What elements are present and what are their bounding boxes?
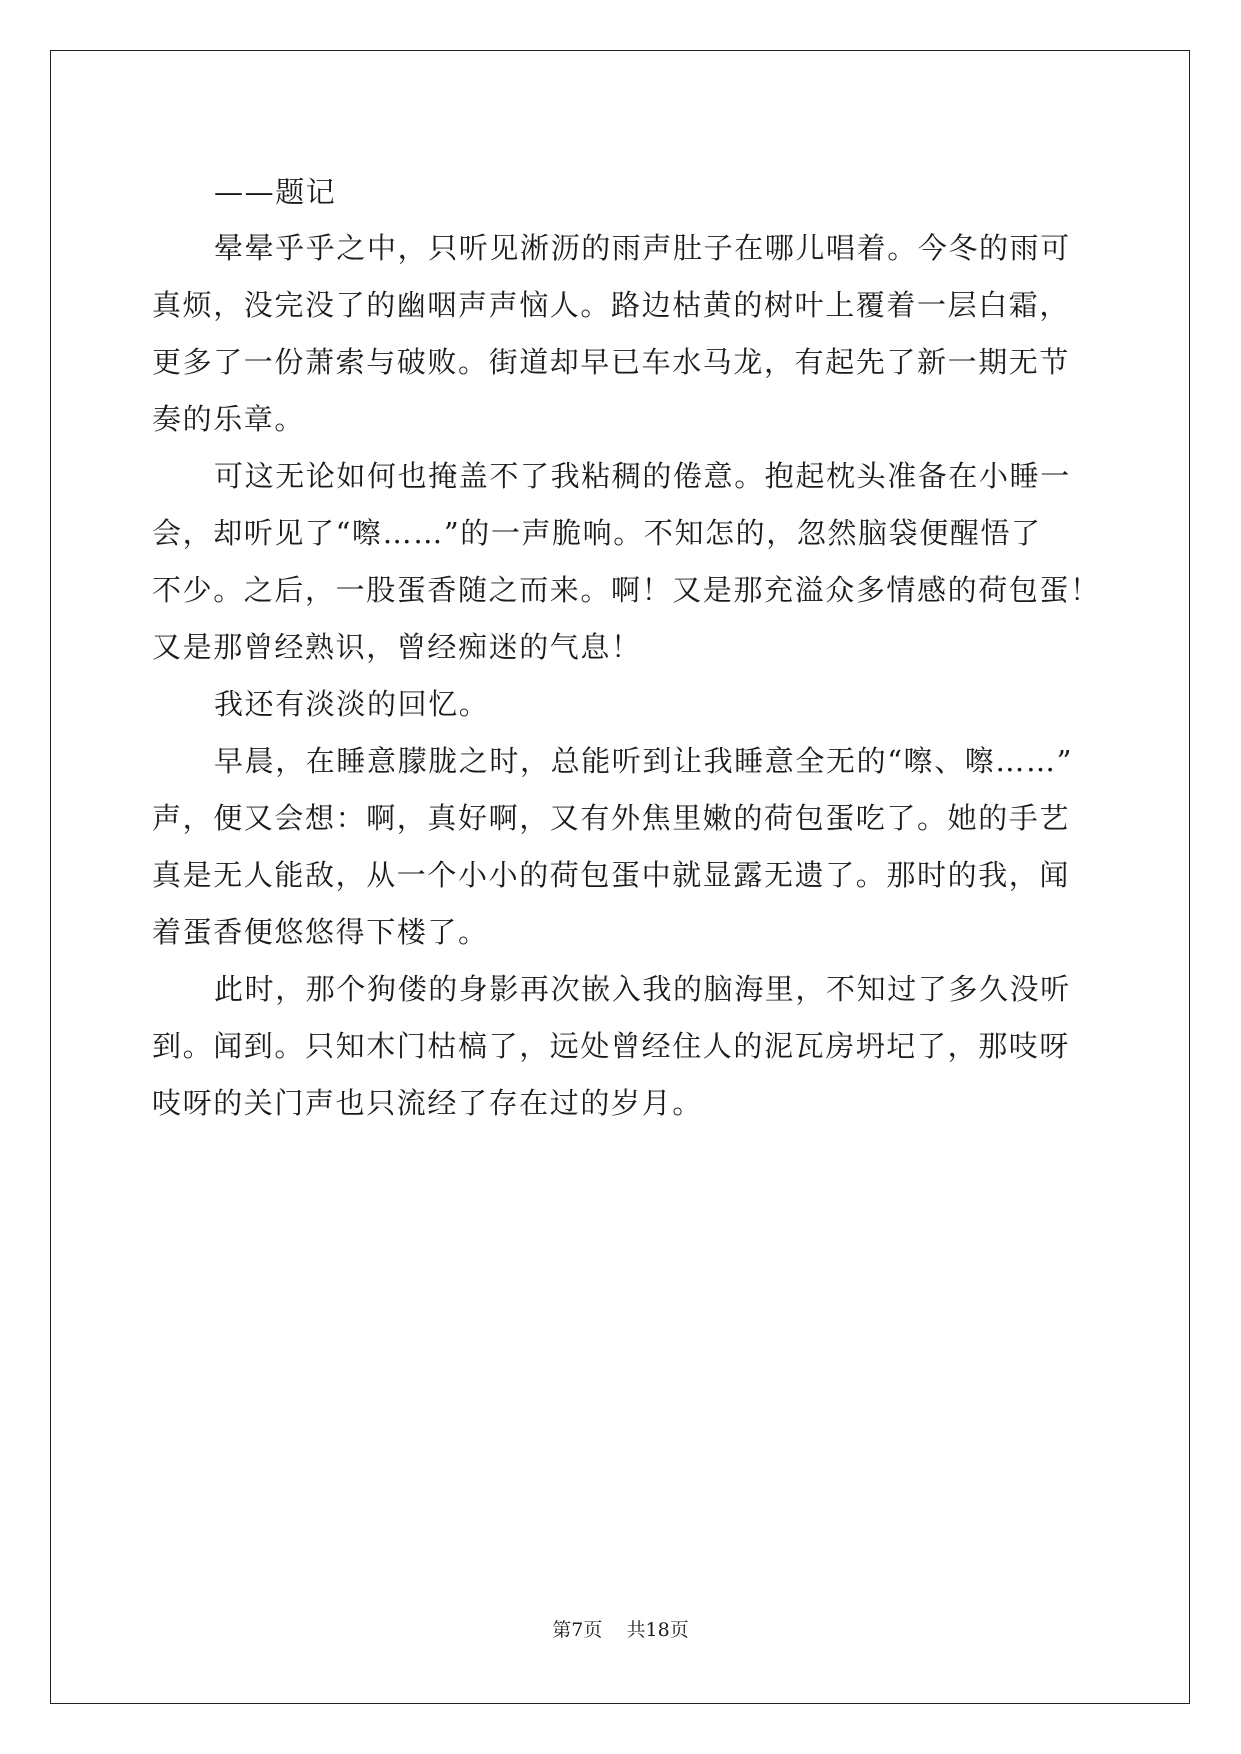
paragraph-3-line-1: 我还有淡淡的回忆。 xyxy=(214,687,490,721)
paragraph-5-line-3: 吱呀的关门声也只流经了存在过的岁月。 xyxy=(152,1086,703,1120)
paragraph-2-line-4: 又是那曾经熟识，曾经痴迷的气息！ xyxy=(152,630,642,664)
paragraph-1-line-2: 真烦，没完没了的幽咽声声恼人。路边枯黄的树叶上覆着一层白霜， xyxy=(152,288,1071,322)
paragraph-4-line-3: 真是无人能敌，从一个小小的荷包蛋中就显露无遗了。那时的我，闻 xyxy=(152,858,1071,892)
paragraph-4-line-4: 着蛋香便悠悠得下楼了。 xyxy=(152,915,489,949)
paragraph-2-line-2: 会，却听见了“嚓……”的一声脆响。不知怎的，忽然脑袋便醒悟了 xyxy=(152,516,1042,550)
paragraph-2-line-3: 不少。之后，一股蛋香随之而来。啊！又是那充溢众多情感的荷包蛋！ xyxy=(152,573,1101,607)
paragraph-4-line-1: 早晨，在睡意朦胧之时，总能听到让我睡意全无的“嚓、嚓……” xyxy=(214,744,1074,778)
paragraph-2-line-1: 可这无论如何也掩盖不了我粘稠的倦意。抱起枕头准备在小睡一 xyxy=(214,459,1071,493)
paragraph-4-line-2: 声，便又会想：啊，真好啊，又有外焦里嫩的荷包蛋吃了。她的手艺 xyxy=(152,801,1071,835)
paragraph-5-line-2: 到。闻到。只知木门枯槁了，远处曾经住人的泥瓦房坍圮了，那吱呀 xyxy=(152,1029,1071,1063)
paragraph-1-line-3: 更多了一份萧索与破败。街道却早已车水马龙，有起先了新一期无节 xyxy=(152,345,1071,379)
epigraph-line: ——题记 xyxy=(214,175,337,209)
paragraph-5-line-1: 此时，那个狗偻的身影再次嵌入我的脑海里，不知过了多久没听 xyxy=(214,972,1071,1006)
paragraph-1-line-1: 晕晕乎乎之中，只听见淅沥的雨声肚子在哪儿唱着。今冬的雨可 xyxy=(214,231,1071,265)
page-number-footer: 第7页 共18页 xyxy=(552,1619,689,1641)
paragraph-1-line-4: 奏的乐章。 xyxy=(152,402,306,436)
